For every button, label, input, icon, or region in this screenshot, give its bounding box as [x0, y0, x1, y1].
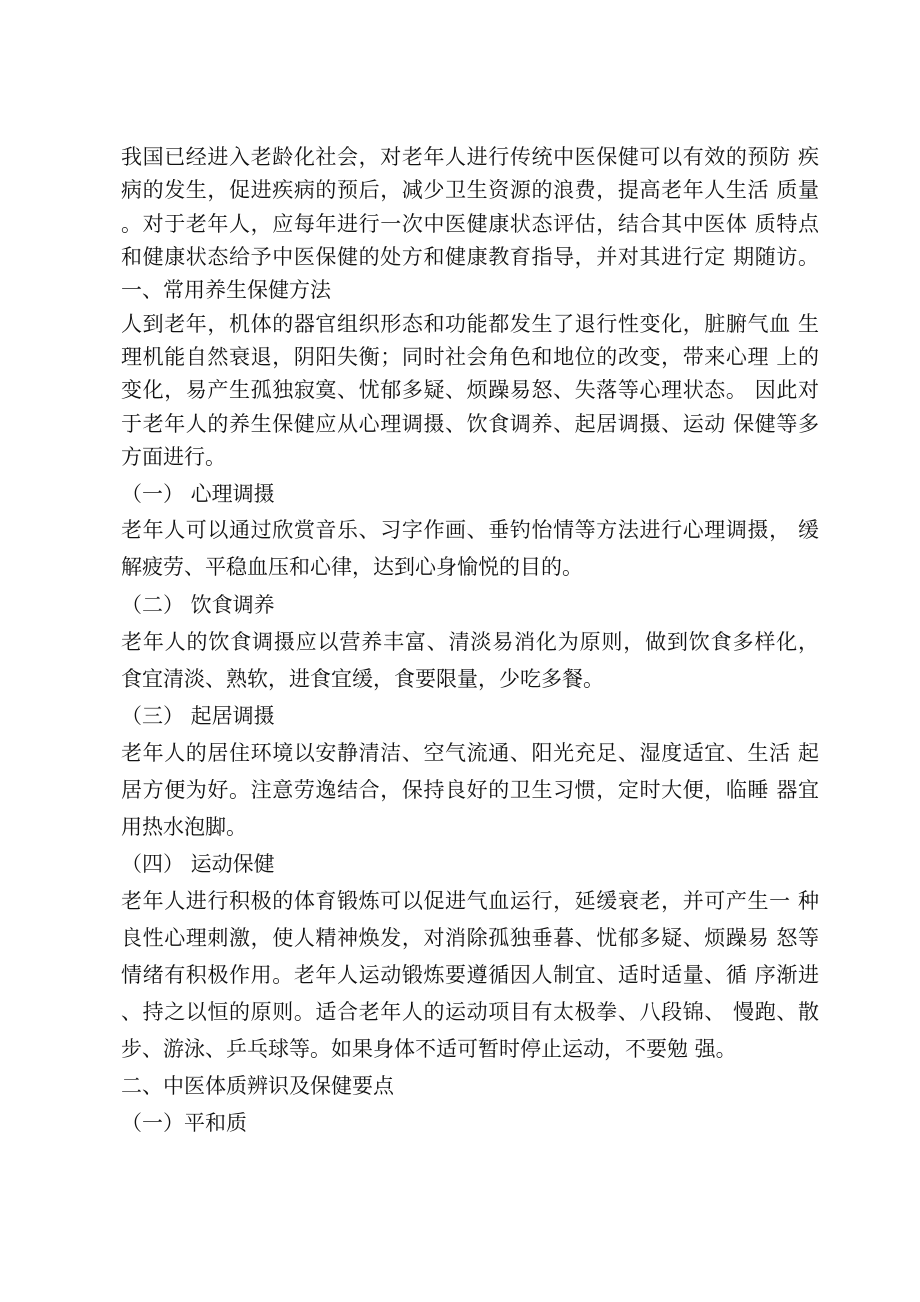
text-line: 用热水泡脚。: [121, 815, 247, 839]
text-line: 变化，易产生孤独寂寞、忧郁多疑、烦躁易怒、失落等心理状态。 因此对: [121, 378, 819, 402]
text-line: 老年人可以通过欣赏音乐、习字作画、垂钓怡情等方法进行心理调摄， 缓: [121, 518, 819, 542]
text-line: 我国已经进入老龄化社会，对老年人进行传统中医保健可以有效的预防 疾: [121, 145, 819, 169]
section-heading: （一）平和质: [121, 1111, 247, 1135]
section-heading: （三） 起居调摄: [121, 704, 275, 728]
text-line: 老年人的饮食调摄应以营养丰富、清淡易消化为原则，做到饮食多样化，: [121, 630, 819, 654]
text-line: 和健康状态给予中医保健的处方和健康教育指导，并对其进行定 期随访。: [121, 245, 819, 269]
text-line: 步、游泳、乒乓球等。如果身体不适可暂时停止运动，不要勉 强。: [121, 1037, 737, 1061]
text-line: 食宜清淡、熟软，进食宜缓，食要限量，少吃多餐。: [121, 667, 604, 691]
section-heading: （一） 心理调摄: [121, 482, 275, 506]
text-line: 解疲劳、平稳血压和心律，达到心身愉悦的目的。: [121, 555, 583, 579]
text-line: 人到老年，机体的器官组织形态和功能都发生了退行性变化，脏腑气血 生: [121, 312, 819, 336]
text-line: 情绪有积极作用。老年人运动锻炼要遵循因人制宜、适时适量、循 序渐进: [121, 963, 819, 987]
section-heading: 一、常用养生保健方法: [121, 278, 331, 302]
text-line: 良性心理刺激，使人精神焕发，对消除孤独垂暮、忧郁多疑、烦躁易 怒等: [121, 926, 819, 950]
text-line: 居方便为好。注意劳逸结合，保持良好的卫生习惯，定时大便，临睡 器宜: [121, 778, 819, 802]
text-line: 于老年人的养生保健应从心理调摄、饮食调养、起居调摄、运动 保健等多: [121, 412, 819, 436]
text-line: 病的发生，促进疾病的预后，减少卫生资源的浪费，提高老年人生活 质量: [121, 178, 819, 202]
text-line: 老年人的居住环境以安静清洁、空气流通、阳光充足、湿度适宜、生活 起: [121, 741, 819, 765]
section-heading: （二） 饮食调养: [121, 593, 275, 617]
section-heading: （四） 运动保健: [121, 852, 275, 876]
text-line: 、持之以恒的原则。适合老年人的运动项目有太极拳、八段锦、 慢跑、散: [121, 1000, 819, 1024]
text-line: 。对于老年人，应每年进行一次中医健康状态评估，结合其中医体 质特点: [121, 212, 819, 236]
section-heading: 二、中医体质辨识及保健要点: [121, 1074, 394, 1098]
text-line: 老年人进行积极的体育锻炼可以促进气血运行，延缓衰老，并可产生一 种: [121, 889, 819, 913]
text-line: 理机能自然衰退，阴阳失衡；同时社会角色和地位的改变，带来心理 上的: [121, 345, 819, 369]
text-line: 方面进行。: [121, 445, 226, 469]
